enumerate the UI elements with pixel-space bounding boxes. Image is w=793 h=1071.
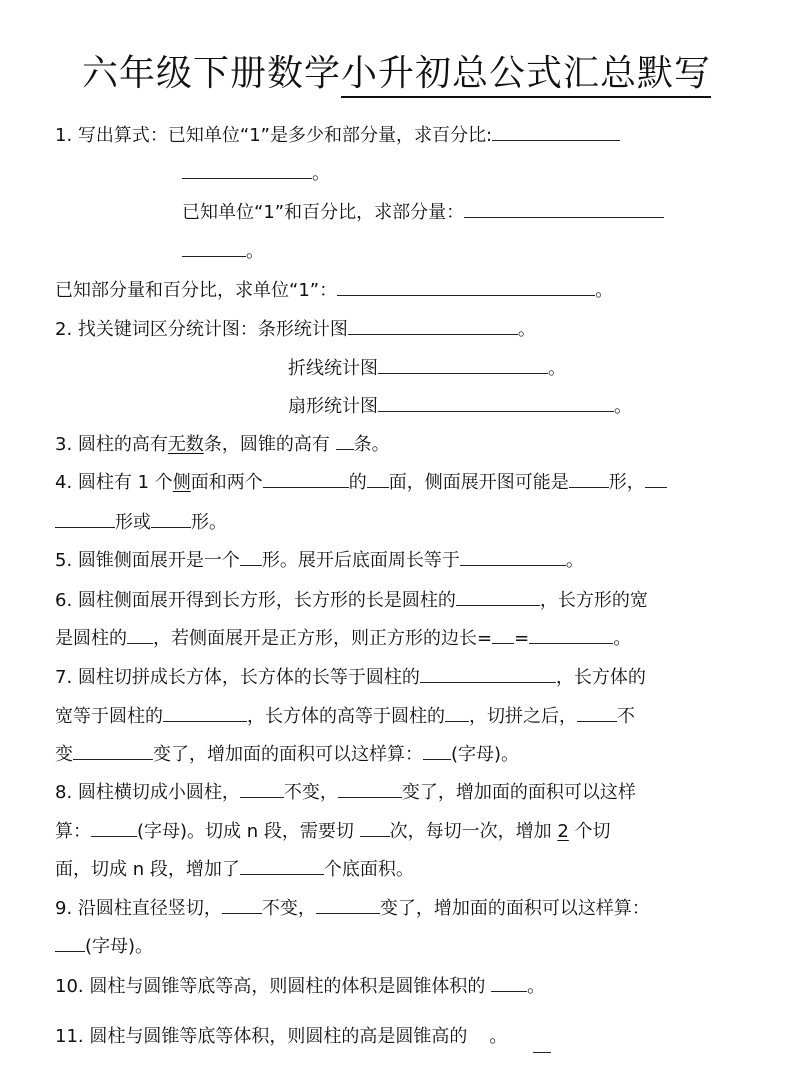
q9-line-2 — [55, 933, 153, 960]
blank[interactable] — [182, 238, 246, 257]
q7-text-i: (字母)。 — [451, 744, 520, 765]
q8-text-g: 个切 — [574, 821, 611, 842]
blank[interactable] — [316, 895, 380, 914]
blank[interactable] — [492, 122, 620, 141]
q8-text-d: 算： — [55, 821, 91, 842]
q7-text-b: ，长方体的 — [555, 667, 646, 688]
q1-text-b: 已知单位“1”和百分比，求部分量： — [182, 202, 465, 223]
q8-underlined: 2 — [557, 821, 569, 842]
q4-text-f: 形或 — [115, 512, 151, 533]
q2-text-c: 扇形统计图 — [288, 396, 378, 417]
q1-line-4 — [182, 238, 264, 265]
q2-end: 。 — [614, 396, 632, 417]
q10-text-a: 10. 圆柱与圆锥等底等高，则圆柱的体积是圆锥体积的 — [55, 976, 486, 997]
q6-line-2 — [55, 625, 631, 652]
blank[interactable] — [645, 469, 667, 488]
blank[interactable] — [263, 469, 349, 488]
q4-text-e: 形， — [608, 472, 645, 493]
blank[interactable] — [240, 547, 262, 566]
q2-end: 。 — [548, 358, 566, 379]
q7-line-3 — [55, 741, 519, 768]
blank[interactable] — [367, 469, 389, 488]
q2-line-1 — [55, 316, 536, 343]
q1-end: 。 — [246, 241, 264, 262]
blank[interactable] — [182, 160, 312, 179]
blank[interactable] — [240, 856, 324, 875]
q8-line-1 — [55, 779, 636, 806]
q11-end: 。 — [489, 1026, 508, 1047]
blank[interactable] — [492, 625, 514, 644]
blank[interactable] — [127, 625, 153, 644]
q9-text-c: 变了，增加面的面积可以这样算： — [379, 898, 650, 919]
q1-line-5 — [55, 277, 613, 304]
q4-underlined: 侧 — [172, 472, 191, 493]
blank[interactable] — [456, 587, 540, 606]
q5-text-b: 形。展开后底面周长等于 — [261, 550, 460, 571]
blank[interactable] — [55, 509, 115, 528]
blank[interactable] — [336, 431, 354, 450]
q9-line-1 — [55, 895, 650, 922]
blank[interactable] — [445, 703, 469, 722]
q11-blank-below[interactable] — [533, 1052, 551, 1053]
q9-text-b: 不变， — [261, 898, 316, 919]
q9-text-d: (字母)。 — [85, 936, 154, 957]
q1-text-c: 已知部分量和百分比，求单位“1”： — [55, 280, 338, 301]
q4-line-2 — [55, 509, 227, 536]
blank[interactable] — [464, 199, 664, 218]
q1-line-1 — [55, 122, 620, 149]
blank[interactable] — [55, 933, 85, 952]
blank[interactable] — [423, 741, 451, 760]
blank[interactable] — [151, 509, 191, 528]
q4-text-b: 面和两个 — [190, 472, 263, 493]
title-main: 六年级下册数学 — [81, 53, 341, 94]
blank[interactable] — [460, 547, 566, 566]
q2-line-3 — [288, 393, 632, 420]
q8-text-b: 不变， — [283, 782, 338, 803]
q2-text-b: 折线统计图 — [288, 358, 378, 379]
q6-line-1 — [55, 587, 648, 614]
q3-text-a: 3. 圆柱的高有 — [55, 434, 168, 455]
q8-text-c: 变了，增加面的面积可以这样 — [401, 782, 636, 803]
blank[interactable] — [163, 703, 247, 722]
q7-text-d: ，长方体的高等于圆柱的 — [247, 706, 445, 727]
blank[interactable] — [577, 703, 617, 722]
q11-text-a: 11. 圆柱与圆锥等底等体积，则圆柱的高是圆锥高的 — [55, 1026, 468, 1047]
q6-text-a: 6. 圆柱侧面展开得到长方形，长方形的长是圆柱的 — [55, 590, 456, 611]
q4-text-g: 形。 — [191, 512, 227, 533]
q7-text-e: ，切拼之后， — [469, 706, 577, 727]
q4-text-a: 4. 圆柱有 1 个 — [55, 472, 173, 493]
q7-line-1 — [55, 664, 646, 691]
q2-line-2 — [288, 355, 566, 382]
blank[interactable] — [337, 277, 595, 296]
blank[interactable] — [240, 779, 284, 798]
title-underlined: 小升初总公式汇总默写 — [341, 53, 711, 98]
q1-end: 。 — [312, 163, 330, 184]
q2-text-a: 2. 找关键词区分统计图：条形统计图 — [55, 319, 348, 340]
blank[interactable] — [360, 818, 390, 837]
q8-text-h: 面，切成 n 段，增加了 — [55, 859, 240, 880]
q7-text-f: 不 — [617, 706, 635, 727]
q6-text-c: 是圆柱的 — [55, 628, 127, 649]
q7-text-c: 宽等于圆柱的 — [55, 706, 163, 727]
blank[interactable] — [91, 818, 137, 837]
blank[interactable] — [222, 895, 262, 914]
q7-text-h: 变了，增加面的面积可以这样算： — [153, 744, 423, 765]
q10-end: 。 — [527, 976, 546, 997]
q5-text-a: 5. 圆锥侧面展开是一个 — [55, 550, 240, 571]
blank[interactable] — [420, 664, 556, 683]
q8-text-i: 个底面积。 — [323, 859, 414, 880]
q4-text-d: 面，侧面展开图可能是 — [388, 472, 569, 493]
blank[interactable] — [491, 973, 527, 992]
q10-line — [55, 973, 545, 1000]
q8-line-2 — [55, 818, 611, 845]
q7-text-g: 变 — [55, 744, 73, 765]
blank[interactable] — [348, 316, 518, 335]
q6-end: 。 — [613, 628, 632, 649]
blank[interactable] — [378, 393, 614, 412]
q8-text-f: 次，每切一次，增加 — [389, 821, 552, 842]
q5-end: 。 — [565, 550, 584, 571]
blank[interactable] — [529, 625, 613, 644]
q3-text-c: 条。 — [353, 434, 390, 455]
q6-text-b: ，长方形的宽 — [539, 590, 648, 611]
q5-line — [55, 547, 584, 574]
q6-text-e: = — [514, 628, 530, 649]
q7-line-2 — [55, 703, 635, 730]
page-title — [0, 50, 793, 98]
q3-line — [55, 431, 390, 458]
q6-text-d: ，若侧面展开是正方形，则正方形的边长= — [153, 628, 493, 649]
q1-line-2 — [182, 160, 330, 187]
q1-text-a: 1. 写出算式：已知单位“1”是多少和部分量，求百分比: — [55, 125, 493, 146]
q1-end: 。 — [595, 280, 614, 301]
q9-text-a: 9. 沿圆柱直径竖切， — [55, 898, 222, 919]
q7-text-a: 7. 圆柱切拼成长方体，长方体的长等于圆柱的 — [55, 667, 420, 688]
q1-line-3 — [182, 199, 664, 226]
blank[interactable] — [569, 469, 609, 488]
q3-underlined: 无数 — [167, 434, 204, 455]
q8-text-e: (字母)。切成 n 段，需要切 — [137, 821, 354, 842]
blank[interactable] — [338, 779, 402, 798]
q4-text-c: 的 — [348, 472, 367, 493]
q4-line-1 — [55, 469, 667, 496]
q11-line — [55, 1024, 507, 1050]
q8-line-3 — [55, 856, 414, 883]
blank[interactable] — [378, 355, 548, 374]
q8-text-a: 8. 圆柱横切成小圆柱， — [55, 782, 240, 803]
blank[interactable] — [73, 741, 153, 760]
q2-end: 。 — [517, 319, 536, 340]
q3-text-b: 条，圆锥的高有 — [203, 434, 330, 455]
